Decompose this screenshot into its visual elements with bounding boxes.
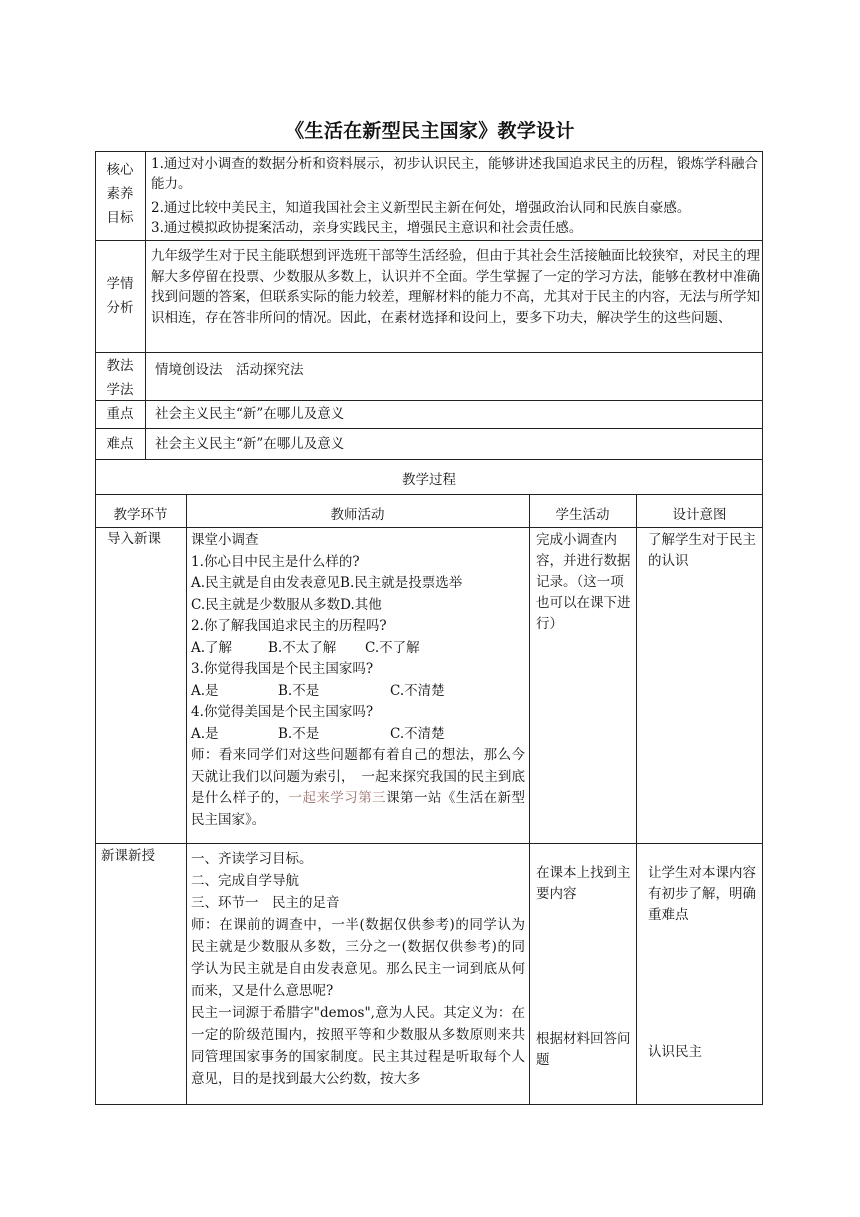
methods-text: 情境创设法 活动探究法	[155, 362, 304, 378]
process-heading: 教学过程	[402, 472, 456, 488]
survey-option: A.是	[191, 682, 219, 699]
row-divider	[95, 352, 763, 353]
survey-question: 4.你觉得美国是个民主国家吗?	[191, 704, 374, 720]
goals-content	[151, 154, 758, 238]
survey-options-row	[191, 638, 525, 660]
student-activity-new-2: 根据材料回答问题	[536, 1031, 631, 1068]
row-divider	[95, 494, 763, 495]
goal-item: 3.通过模拟政协提案活动，亲身实践民主，增强民主意识和社会责任感。	[151, 220, 583, 236]
survey-option: C.不清楚	[390, 682, 445, 699]
survey-option: C.民主就是少数服从多数D.其他	[191, 596, 382, 613]
students-analysis-text: 九年级学生对于民主能联想到评选班干部等生活经验，但由于其社会生活接触面比较狭窄，对民主的理解大多停留在投票、少数服从多数上，认识并不全面。学生掌握了一定的学习方法，能够在教材中准确找到问题的答案，但联系实际的能力较差，理解材料的能力不高，尤其对于民主的内容，无法与所学知识相连，存在答非所问的情况。因此，在素材选择和设问上，要多下功夫，解决学生的这些问题、	[151, 248, 760, 326]
student-activity-intro: 完成小调查内容，并进行数据记录。（这一项也可以在课下进行）	[536, 532, 631, 632]
teacher-activity-new	[191, 848, 525, 1090]
survey-options-row	[191, 724, 525, 746]
row-divider	[95, 428, 763, 429]
survey-option: B.不是	[278, 725, 320, 742]
survey-question: 3.你觉得我国是个民主国家吗?	[191, 661, 374, 677]
design-intent-new-2: 认识民主	[648, 1044, 702, 1060]
row-divider	[95, 459, 763, 460]
teacher-closing-remark: 师：看来同学们对这些问题都有着自己的想法，那么今天就让我们以问题为索引， 一起来探究我国的民主到底是什么样子的，一起来学习第三课第一站《生活在新型民主国家》。	[191, 747, 526, 828]
column-divider	[186, 494, 187, 1105]
key-point-text: 社会主义民主“新”在哪儿及意义	[155, 406, 345, 422]
stage-new-lesson: 新课新授	[101, 848, 155, 864]
teacher-step: 一、齐读学习目标。	[191, 851, 313, 867]
survey-option: B.不太了解	[268, 639, 337, 656]
students-label: 学情 分析	[106, 276, 134, 316]
difficult-point-label: 难点	[106, 436, 134, 452]
goal-item: 2.通过比较中美民主，知道我国社会主义新型民主新在何处，增强政治认同和民族自豪感。	[151, 200, 691, 216]
survey-option: A.了解	[191, 639, 233, 656]
survey-options-row	[191, 681, 525, 703]
column-header-intent: 设计意图	[672, 507, 727, 523]
survey-option: A.民主就是自由发表意见B.民主就是投票选举	[191, 575, 463, 591]
survey-question: 2.你了解我国追求民主的历程吗?	[191, 618, 387, 634]
survey-title: 课堂小调查	[191, 532, 259, 548]
methods-label: 教法 学法	[106, 358, 134, 398]
row-divider	[95, 400, 763, 401]
teacher-paragraph: 民主一词源于希腊字"demos",意为人民。其定义为：在一定的阶级范围内，按照平等和少数服从多数原则来共同管理国家事务的国家制度。民主其过程是听取每个人意见，目的是找到最大公约数，按大多	[191, 1005, 525, 1087]
survey-option: C.不了解	[365, 639, 420, 656]
row-divider	[95, 843, 763, 844]
teacher-step: 三、环节一 民主的足音	[191, 895, 340, 911]
row-divider	[95, 527, 763, 528]
difficult-point-text: 社会主义民主“新”在哪儿及意义	[155, 436, 345, 452]
survey-option: A.是	[191, 725, 219, 742]
teacher-paragraph: 师：在课前的调查中，一半(数据仅供参考)的同学认为民主就是少数服从多数，三分之一(数据仅供参考)的同学认为民主就是自由发表意见。那么民主一词到底从何而来，又是什么意思呢?	[191, 917, 525, 999]
goal-item: 1.通过对小调查的数据分析和资料展示，初步认识民主，能够讲述我国追求民主的历程，锻炼学科融合能力。	[151, 156, 758, 192]
design-intent-intro: 了解学生对于民主的认识	[648, 532, 756, 569]
column-header-teacher: 教师活动	[330, 507, 385, 523]
student-activity-new-1: 在课本上找到主要内容	[536, 865, 631, 902]
column-header-stage: 教学环节	[113, 507, 168, 523]
design-intent-new-1: 让学生对本课内容有初步了解，明确重难点	[648, 865, 756, 923]
row-divider	[95, 240, 763, 241]
key-point-label: 重点	[106, 406, 134, 422]
page-title: 《生活在新型民主国家》教学设计	[285, 120, 575, 142]
survey-question: 1.你心目中民主是什么样的?	[191, 553, 360, 570]
survey-option: C.不清楚	[390, 725, 445, 742]
column-divider	[529, 494, 530, 1105]
column-header-student: 学生活动	[555, 507, 610, 523]
teacher-activity-intro	[191, 530, 525, 831]
column-divider	[636, 494, 637, 1105]
survey-option: B.不是	[278, 682, 320, 699]
stage-intro: 导入新课	[107, 531, 161, 547]
goals-label: 核心 素养 目标	[106, 162, 134, 226]
teacher-step: 二、完成自学导航	[191, 873, 299, 889]
